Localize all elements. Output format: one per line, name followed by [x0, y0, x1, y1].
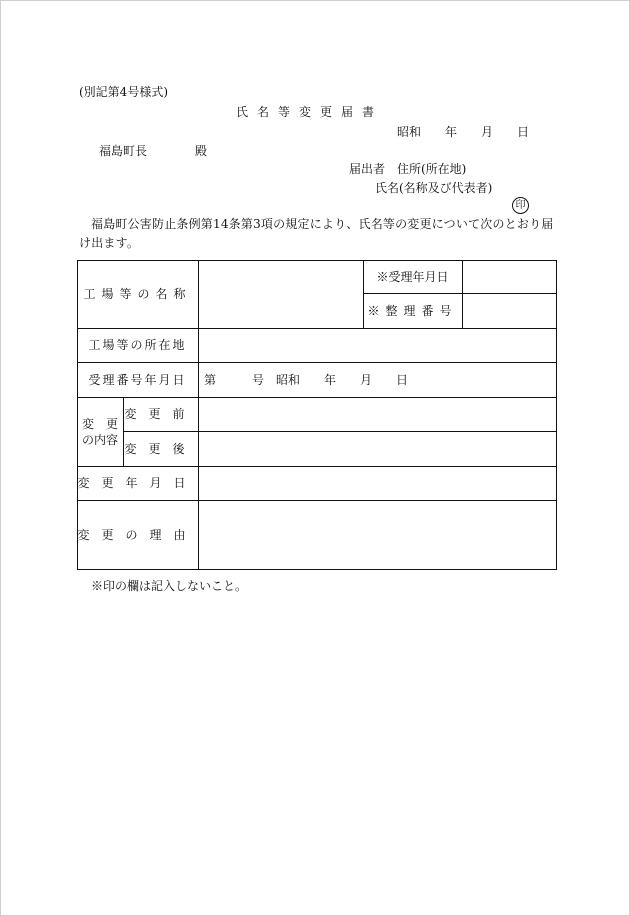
change-reason-field[interactable] — [198, 500, 556, 569]
change-content-label-line1: 変 更 — [81, 416, 118, 431]
factory-name-field[interactable] — [198, 260, 363, 328]
footnote: ※印の欄は記入しないこと。 — [91, 579, 248, 593]
receipt-number-date-label: 受理番号年月日 — [88, 372, 187, 387]
factory-name-label: 工場等の名称 — [83, 287, 192, 301]
document-title: 氏名等変更届書 — [236, 105, 384, 119]
notifier-name: 氏名(名称及び代表者) — [375, 181, 493, 195]
seal-mark: 印 — [512, 197, 529, 214]
notifier-address: 届出者 住所(所在地) — [349, 162, 467, 176]
before-change-label: 変更前 — [124, 407, 197, 421]
reference-number-field[interactable] — [462, 293, 556, 328]
factory-location-label: 工場等の所在地 — [88, 338, 187, 352]
table-border-right — [556, 260, 557, 570]
change-reason-label: 変更の理由 — [77, 527, 198, 542]
change-content-label-line2: の内容 — [81, 432, 118, 447]
after-change-label: 変更後 — [124, 441, 197, 456]
after-change-field[interactable] — [198, 431, 556, 466]
table-border-bottom — [77, 569, 557, 570]
receipt-date-label: ※受理年月日 — [376, 269, 449, 284]
notification-table — [77, 260, 557, 570]
change-date-label: 変更年月日 — [77, 476, 198, 490]
reference-number-label: ※整理番号 — [367, 303, 458, 318]
date-line: 昭和 年 月 日 — [397, 125, 530, 139]
receipt-date-field[interactable] — [462, 260, 556, 293]
change-date-field[interactable] — [198, 466, 556, 500]
factory-location-field[interactable] — [198, 328, 556, 362]
receipt-number-date-value: 第 号 昭和 年 月 日 — [204, 372, 409, 387]
addressee: 福島町長 殿 — [99, 144, 208, 158]
body-paragraph: 福島町公害防止条例第14条第3項の規定により、氏名等の変更について次のとおり届け出ます。 — [79, 217, 554, 250]
form-label: (別記第4号様式) — [79, 85, 168, 99]
before-change-field[interactable] — [198, 397, 556, 431]
change-content-label — [77, 397, 123, 466]
